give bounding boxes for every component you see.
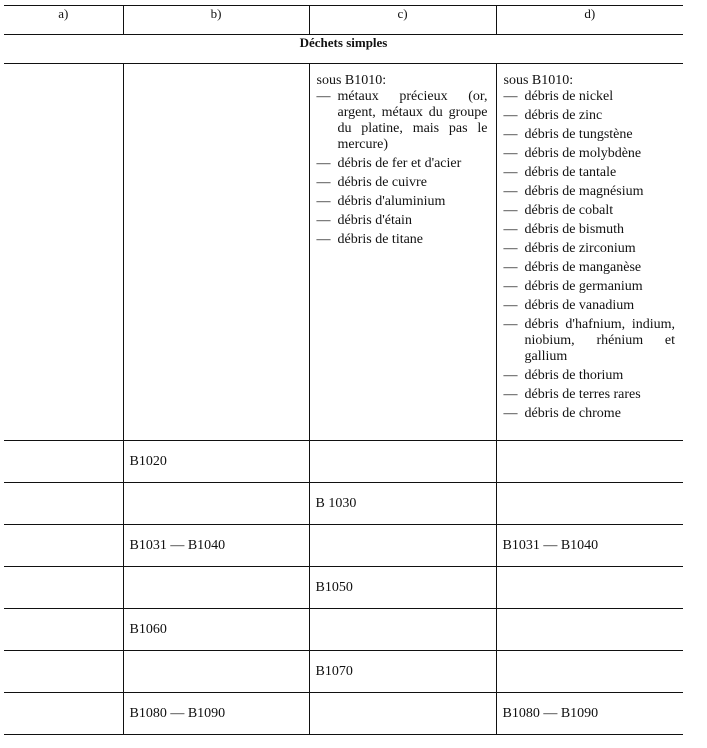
- cell-a: [4, 567, 123, 609]
- cell-d: [496, 525, 683, 567]
- list-item-text: débris de manganèse: [524, 260, 642, 275]
- list-item-text: débris de zinc: [524, 108, 603, 123]
- dash-marker: —: [503, 203, 518, 218]
- cell-a-value: [4, 525, 123, 538]
- table-row: [4, 651, 683, 693]
- cell-b: [123, 441, 309, 483]
- list-item: [504, 298, 676, 314]
- list-item: [317, 89, 488, 153]
- col-c-intro: sous B1010:: [316, 73, 387, 88]
- cell-c: [309, 651, 496, 693]
- cell-c: [309, 441, 496, 483]
- list-item: [504, 279, 676, 295]
- dash-marker: —: [503, 165, 518, 180]
- table-row: [4, 693, 683, 735]
- list-item-text: débris de titane: [337, 232, 424, 247]
- list-item: [504, 165, 676, 181]
- dash-marker: —: [316, 232, 331, 247]
- list-item-text: débris de cobalt: [524, 203, 614, 218]
- cell-c: [309, 525, 496, 567]
- list-item: [317, 175, 488, 191]
- table-row: [4, 525, 683, 567]
- cell-b-value: B1020: [129, 454, 167, 469]
- cell-b-value: B1031 — B1040: [129, 538, 226, 553]
- main-row: [4, 64, 683, 441]
- list-item-text: débris de magnésium: [524, 184, 644, 199]
- list-item-text: métaux précieux (or, argent, métaux du groupe du platine, mais pas le mercure): [337, 89, 488, 152]
- cell-a: [4, 441, 123, 483]
- cell-c: [309, 483, 496, 525]
- dash-marker: —: [503, 146, 518, 161]
- main-cell-c: [309, 64, 496, 441]
- list-item-text: débris de tungstène: [524, 127, 633, 142]
- list-item: [504, 203, 676, 219]
- dash-marker: —: [316, 175, 331, 190]
- cell-d: [496, 483, 683, 525]
- dash-marker: —: [503, 317, 518, 332]
- cell-c: [309, 609, 496, 651]
- cell-a-value: [4, 441, 123, 454]
- cell-b: [123, 525, 309, 567]
- cell-b-value: [124, 483, 309, 496]
- main-cell-d: [496, 64, 683, 441]
- col-d-intro: sous B1010:: [503, 73, 574, 88]
- cell-a-value: [4, 567, 123, 580]
- list-item-text: débris de thorium: [524, 368, 624, 383]
- list-item: [504, 317, 676, 365]
- col-c-list: [317, 89, 488, 248]
- col-d-list: [504, 89, 676, 422]
- cell-d: [496, 441, 683, 483]
- list-item: [504, 146, 676, 162]
- cell-b-value: B1080 — B1090: [129, 706, 226, 721]
- section-title: Déchets simples: [4, 35, 683, 64]
- cell-d-value: [497, 441, 684, 454]
- cell-d: [496, 609, 683, 651]
- list-item-text: débris de tantale: [524, 165, 617, 180]
- table-header-row: [4, 6, 683, 35]
- waste-table: [4, 5, 683, 735]
- cell-d-value: B1080 — B1090: [502, 706, 599, 721]
- cell-b: [123, 567, 309, 609]
- cell-d-value: [497, 483, 684, 496]
- list-item: [317, 213, 488, 229]
- cell-b-value: [124, 567, 309, 580]
- list-item: [317, 194, 488, 210]
- cell-a: [4, 525, 123, 567]
- cell-c-value: [310, 609, 496, 622]
- dash-marker: —: [503, 108, 518, 123]
- list-item-text: débris de bismuth: [524, 222, 625, 237]
- list-item-text: débris d'hafnium, indium, niobium, rhénium et gallium: [524, 317, 675, 364]
- cell-a-value: [4, 651, 123, 664]
- cell-d-value: [497, 609, 684, 622]
- dash-marker: —: [503, 368, 518, 383]
- list-item: [504, 368, 676, 384]
- list-item-text: débris d'étain: [337, 213, 412, 228]
- table-row: [4, 567, 683, 609]
- cell-a: [4, 651, 123, 693]
- list-item: [504, 406, 676, 422]
- cell-d: [496, 567, 683, 609]
- list-item: [317, 232, 488, 248]
- cell-c: [309, 567, 496, 609]
- list-item: [504, 127, 676, 143]
- dash-marker: —: [503, 406, 518, 421]
- dash-marker: —: [503, 89, 518, 104]
- list-item: [504, 260, 676, 276]
- list-item: [504, 241, 676, 257]
- dash-marker: —: [503, 241, 518, 256]
- table-row: [4, 609, 683, 651]
- cell-a-value: [4, 609, 123, 622]
- cell-d-value: B1031 — B1040: [502, 538, 599, 553]
- cell-c-value: B 1030: [315, 496, 357, 511]
- cell-c-value: [310, 693, 496, 706]
- document-page: [4, 5, 683, 735]
- cell-c-value: B1050: [315, 580, 353, 595]
- section-row: [4, 35, 683, 64]
- list-item-text: débris d'aluminium: [337, 194, 446, 209]
- list-item: [504, 387, 676, 403]
- header-col-c: c): [309, 6, 496, 35]
- header-col-a: a): [4, 6, 123, 35]
- dash-marker: —: [503, 184, 518, 199]
- cell-c-value: B1070: [315, 664, 353, 679]
- list-item: [504, 108, 676, 124]
- list-item-text: débris de molybdène: [524, 146, 642, 161]
- cell-b: [123, 651, 309, 693]
- table-row: [4, 441, 683, 483]
- table-row: [4, 483, 683, 525]
- cell-a-value: [4, 483, 123, 496]
- cell-d-value: [497, 651, 684, 664]
- dash-marker: —: [316, 156, 331, 171]
- list-item: [317, 156, 488, 172]
- dash-marker: —: [503, 298, 518, 313]
- dash-marker: —: [316, 213, 331, 228]
- list-item: [504, 184, 676, 200]
- cell-a: [4, 609, 123, 651]
- cell-c: [309, 693, 496, 735]
- cell-b: [123, 693, 309, 735]
- list-item: [504, 89, 676, 105]
- dash-marker: —: [503, 387, 518, 402]
- list-item-text: débris de chrome: [524, 406, 621, 421]
- list-item-text: débris de fer et d'acier: [337, 156, 462, 171]
- cell-a: [4, 693, 123, 735]
- cell-c-value: [310, 525, 496, 538]
- dash-marker: —: [503, 127, 518, 142]
- code-rows: [4, 441, 683, 735]
- cell-c-value: [310, 441, 496, 454]
- cell-b-value: B1060: [129, 622, 167, 637]
- main-cell-a: [4, 64, 123, 441]
- list-item-text: débris de germanium: [524, 279, 643, 294]
- cell-a: [4, 483, 123, 525]
- cell-b-value: [124, 651, 309, 664]
- cell-d: [496, 693, 683, 735]
- list-item-text: débris de cuivre: [337, 175, 427, 190]
- cell-b: [123, 609, 309, 651]
- cell-a-value: [4, 693, 123, 706]
- cell-d: [496, 651, 683, 693]
- main-cell-b: [123, 64, 309, 441]
- list-item: [504, 222, 676, 238]
- list-item-text: débris de zirconium: [524, 241, 636, 256]
- dash-marker: —: [503, 260, 518, 275]
- list-item-text: débris de nickel: [524, 89, 614, 104]
- cell-b: [123, 483, 309, 525]
- list-item-text: débris de terres rares: [524, 387, 641, 402]
- cell-d-value: [497, 567, 684, 580]
- list-item-text: débris de vanadium: [524, 298, 635, 313]
- dash-marker: —: [316, 89, 331, 104]
- dash-marker: —: [316, 194, 331, 209]
- dash-marker: —: [503, 222, 518, 237]
- header-col-d: d): [496, 6, 683, 35]
- dash-marker: —: [503, 279, 518, 294]
- header-col-b: b): [123, 6, 309, 35]
